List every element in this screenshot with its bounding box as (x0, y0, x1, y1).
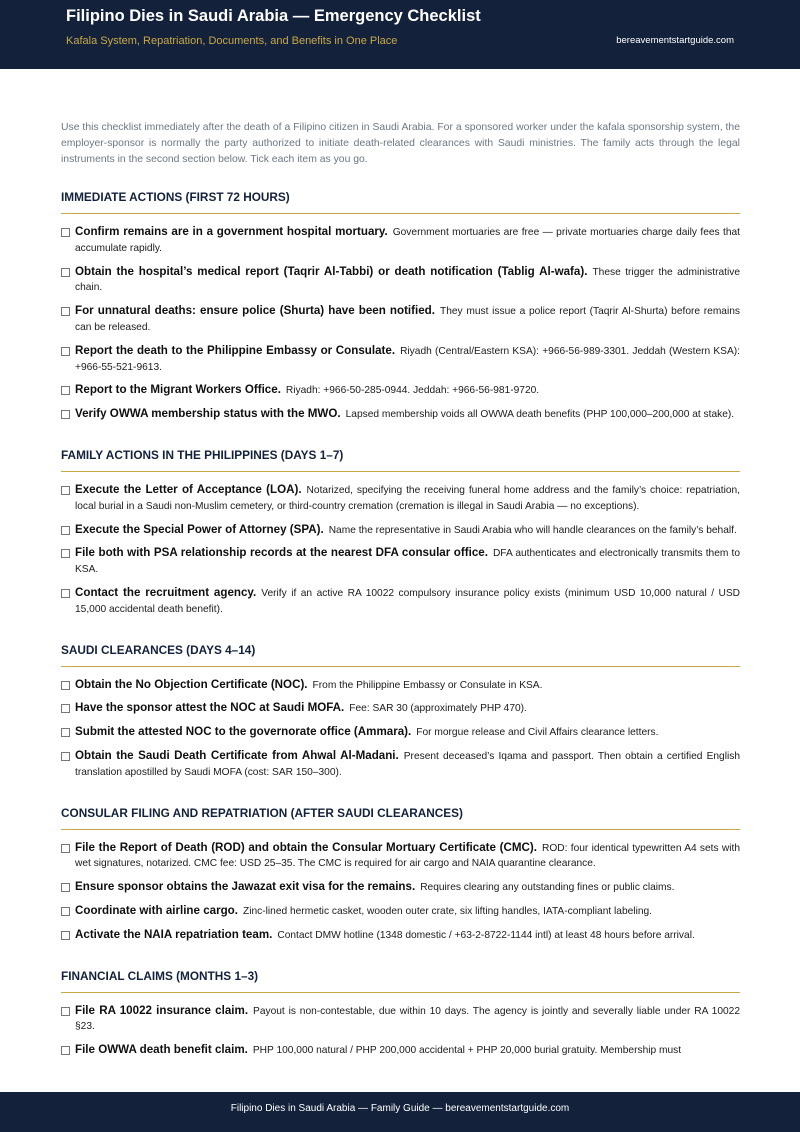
document-subtitle: Kafala System, Repatriation, Documents, and Benefits in One Place (66, 35, 398, 47)
checklist-sections (61, 190, 740, 1059)
item-title: Verify OWWA membership status with the MWO. (75, 407, 341, 421)
checklist-item (61, 522, 740, 539)
item-description: These trigger the administrative chain. (75, 266, 740, 294)
section-spacer (61, 625, 740, 643)
checklist-item (61, 903, 740, 920)
checkbox[interactable] (61, 752, 70, 761)
page-header (0, 0, 800, 69)
section-spacer (61, 951, 740, 969)
checklist-item (61, 406, 740, 423)
checkbox[interactable] (61, 228, 70, 237)
checklist-items (61, 472, 740, 618)
checklist-content (61, 120, 740, 1066)
item-title: Obtain the No Objection Certificate (NOC). (75, 677, 308, 691)
checklist-item (61, 382, 740, 399)
item-description: Zinc-lined hermetic casket, wooden outer crate, six lifting handles, IATA-compliant labeling. (242, 905, 652, 917)
item-description: Contact DMW hotline (1348 domestic / +63-2-8722-1144 intl) at least 48 hours before arrival. (277, 929, 695, 941)
section-spacer (61, 788, 740, 806)
checklist-item (61, 545, 740, 578)
checklist-item (61, 879, 740, 896)
checklist-item (61, 343, 740, 376)
checklist-items (61, 993, 740, 1059)
item-description: Payout is non-contestable, due within 10 days. The agency is jointly and severally liable under RA 10022 §23. (75, 1005, 740, 1033)
document-title: Filipino Dies in Saudi Arabia — Emergency Checklist (66, 7, 481, 25)
section-heading: CONSULAR FILING AND REPATRIATION (AFTER SAUDI CLEARANCES) (61, 806, 740, 830)
item-description: DFA authenticates and electronically transmits them to KSA. (75, 548, 740, 576)
item-title: File both with PSA relationship records at the nearest DFA consular office. (75, 546, 488, 560)
item-description: Lapsed membership voids all OWWA death benefits (PHP 100,000–200,000 at stake). (345, 409, 735, 421)
checkbox[interactable] (61, 486, 70, 495)
item-description: Present deceased’s Iqama and passport. Then obtain a certified English translation apostilled by Saudi MOFA (cost: SAR 150–300). (75, 750, 740, 778)
item-title: Submit the attested NOC to the governorate office (Ammara). (75, 725, 412, 739)
checklist-items (61, 667, 740, 781)
checklist-items (61, 830, 740, 944)
checkbox[interactable] (61, 681, 70, 690)
section-heading: FAMILY ACTIONS IN THE PHILIPPINES (DAYS 1–7) (61, 448, 740, 472)
checklist-item (61, 748, 740, 781)
item-title: File OWWA death benefit claim. (75, 1043, 248, 1057)
checklist-section (61, 190, 740, 423)
checkbox[interactable] (61, 307, 70, 316)
item-description: ROD: four identical typewritten A4 sets with wet signatures, notarized. CMC fee: USD 25–35. The CMC is required for air cargo and NAIA quarantine clearance. (75, 842, 740, 870)
checklist-item (61, 927, 740, 944)
checkbox[interactable] (61, 883, 70, 892)
checklist-section (61, 806, 740, 944)
checklist-items (61, 214, 740, 423)
checkbox[interactable] (61, 1046, 70, 1055)
checklist-item (61, 840, 740, 873)
checklist-item (61, 303, 740, 336)
intro-paragraph: Use this checklist immediately after the death of a Filipino citizen in Saudi Arabia. For a sponsored worker under the kafala sponsorship system, the employer-sponsor is normally the party authorized to initiate death-related clearances with Saudi ministries. The family acts through the legal instruments in the second section below. Tick each item as you go. (61, 122, 740, 165)
checklist-item (61, 482, 740, 515)
item-description: For morgue release and Civil Affairs clearance letters. (416, 727, 659, 739)
checklist-item (61, 1003, 740, 1036)
item-title: File RA 10022 insurance claim. (75, 1003, 249, 1017)
checkbox[interactable] (61, 1007, 70, 1016)
section-heading: SAUDI CLEARANCES (DAYS 4–14) (61, 643, 740, 667)
item-description: Fee: SAR 30 (approximately PHP 470). (349, 703, 527, 715)
checklist-item (61, 224, 740, 257)
item-description: Verify if an active RA 10022 compulsory insurance policy exists (minimum USD 10,000 natural / USD 15,000 accidental death benefit). (75, 587, 741, 615)
item-title: Report to the Migrant Workers Office. (75, 383, 281, 397)
section-heading: FINANCIAL CLAIMS (MONTHS 1–3) (61, 969, 740, 993)
item-description: PHP 100,000 natural / PHP 200,000 accidental + PHP 20,000 burial gratuity. Membership must (252, 1045, 682, 1057)
checkbox[interactable] (61, 728, 70, 737)
item-title: Activate the NAIA repatriation team. (75, 927, 273, 941)
item-title: Ensure sponsor obtains the Jawazat exit visa for the remains. (75, 880, 416, 894)
checklist-item (61, 700, 740, 717)
item-description: They must issue a police report (Taqrir Al-Shurta) before remains can be released. (75, 306, 740, 333)
item-description: Government mortuaries are free — private mortuaries charge daily fees that accumulate rapidly. (75, 227, 740, 254)
item-description: Notarized, specifying the receiving funeral home address and the family’s choice: repatriation, local burial in a Saudi non-Muslim cemetery, or third-country cremation (cremation is illegal in Saudi Arabia — no exceptions). (75, 484, 741, 512)
page-footer: Filipino Dies in Saudi Arabia — Family Guide — bereavementstartguide.com (0, 1092, 800, 1132)
checkbox[interactable] (61, 386, 70, 395)
checkbox[interactable] (61, 526, 70, 535)
item-title: Contact the recruitment agency. (75, 585, 257, 599)
checkbox[interactable] (61, 704, 70, 713)
checkbox[interactable] (61, 844, 70, 853)
checklist-item (61, 264, 740, 297)
header-site-link: bereavementstartguide.com (616, 35, 734, 46)
item-title: Have the sponsor attest the NOC at Saudi MOFA. (75, 701, 345, 715)
checklist-section (61, 969, 740, 1059)
checkbox[interactable] (61, 907, 70, 916)
checklist-item (61, 585, 740, 618)
checklist-item (61, 724, 740, 741)
item-description: Requires clearing any outstanding fines or public claims. (420, 882, 675, 894)
item-title: Obtain the hospital’s medical report (Taqrir Al-Tabbi) or death notification (Tablig Al-wafa). (75, 264, 588, 278)
checkbox[interactable] (61, 347, 70, 356)
item-description: From the Philippine Embassy or Consulate in KSA. (312, 679, 543, 691)
checkbox[interactable] (61, 268, 70, 277)
checklist-item (61, 1042, 740, 1059)
item-title: Report the death to the Philippine Embassy or Consulate. (75, 343, 396, 357)
checkbox[interactable] (61, 549, 70, 558)
item-description: Name the representative in Saudi Arabia who will handle clearances on the family’s behalf. (328, 524, 737, 536)
item-title: Execute the Letter of Acceptance (LOA). (75, 482, 302, 496)
checkbox[interactable] (61, 931, 70, 940)
section-heading: IMMEDIATE ACTIONS (FIRST 72 HOURS) (61, 190, 740, 214)
section-spacer (61, 430, 740, 448)
item-description: Riyadh: +966-50-285-0944. Jeddah: +966-56-981-9720. (285, 385, 540, 397)
item-title: Coordinate with airline cargo. (75, 903, 238, 917)
item-title: Execute the Special Power of Attorney (SPA). (75, 522, 324, 536)
checkbox[interactable] (61, 410, 70, 419)
checkbox[interactable] (61, 589, 70, 598)
item-title: Confirm remains are in a government hospital mortuary. (75, 225, 388, 238)
item-title: File the Report of Death (ROD) and obtain the Consular Mortuary Certificate (CMC). (75, 840, 537, 854)
item-description: Riyadh (Central/Eastern KSA): +966-56-989-3301. Jeddah (Western KSA): +966-55-521-9613. (75, 345, 740, 373)
checklist-section (61, 643, 740, 781)
checklist-item (61, 677, 740, 694)
item-title: For unnatural deaths: ensure police (Shurta) have been notified. (75, 304, 435, 318)
item-title: Obtain the Saudi Death Certificate from Ahwal Al-Madani. (75, 748, 399, 762)
checklist-section (61, 448, 740, 618)
